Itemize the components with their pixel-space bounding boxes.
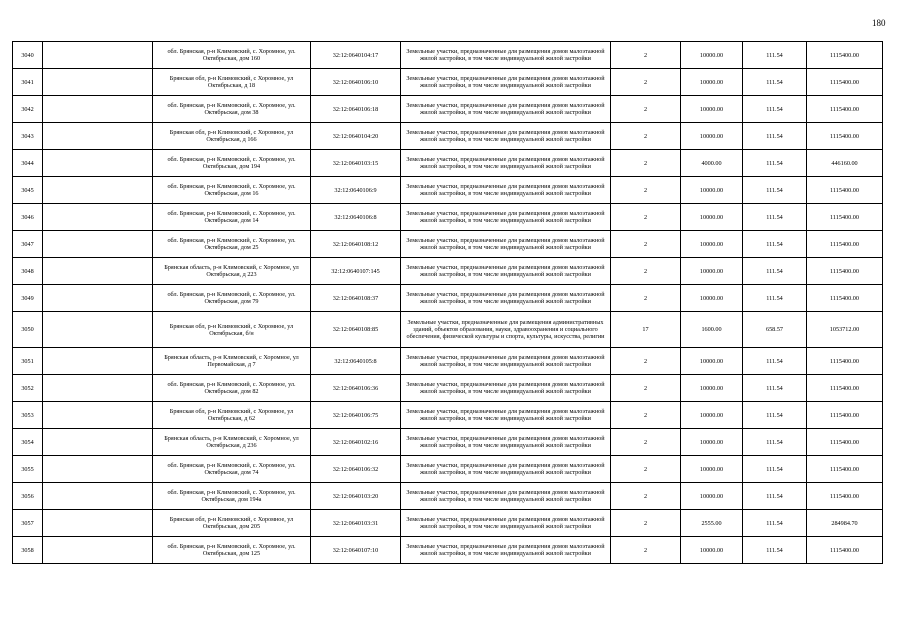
group-cell: 2 [611, 177, 681, 204]
table-row [13, 456, 883, 483]
row-number: 3048 [13, 258, 43, 285]
group-cell: 2 [611, 348, 681, 375]
address-cell: обл. Брянская, р-н Климовский, с. Хоромное, ул. Октябрьская, дом 194а [153, 483, 311, 510]
address-cell: обл. Брянская, р-н Климовский, с. Хоромное, ул. Октябрьская, дом 82 [153, 375, 311, 402]
group-cell: 17 [611, 312, 681, 348]
group-cell: 2 [611, 456, 681, 483]
row-number: 3042 [13, 96, 43, 123]
cadastral-value-cell: 1115400.00 [807, 204, 883, 231]
address-cell: Брянская обл, р-н Климовский, с Хоромное, ул Октябрьская, б/н [153, 312, 311, 348]
blank-cell [43, 312, 153, 348]
cadastral-number-cell: 32:12:0640105:8 [311, 348, 401, 375]
specific-value-cell: 111.54 [743, 150, 807, 177]
table-row [13, 204, 883, 231]
specific-value-cell: 111.54 [743, 69, 807, 96]
group-cell: 2 [611, 42, 681, 69]
cadastral-value-cell: 1115400.00 [807, 375, 883, 402]
area-cell: 10000.00 [681, 483, 743, 510]
address-cell: Брянская обл, р-н Климовский, с Хоромное, ул Октябрьская, д 18 [153, 69, 311, 96]
area-cell: 10000.00 [681, 123, 743, 150]
specific-value-cell: 111.54 [743, 348, 807, 375]
cadastral-number-cell: 32:12:0640108:12 [311, 231, 401, 258]
area-cell: 10000.00 [681, 258, 743, 285]
group-cell: 2 [611, 204, 681, 231]
cadastral-number-cell: 32:12:0640103:31 [311, 510, 401, 537]
specific-value-cell: 111.54 [743, 402, 807, 429]
blank-cell [43, 231, 153, 258]
area-cell: 10000.00 [681, 96, 743, 123]
cadastral-number-cell: 32:12:0640103:20 [311, 483, 401, 510]
land-use-cell: Земельные участки, предназначенные для размещения домов малоэтажной жилой застройки, в том числе индивидуальной жилой застройки [401, 375, 611, 402]
land-use-cell: Земельные участки, предназначенные для размещения домов малоэтажной жилой застройки, в том числе индивидуальной жилой застройки [401, 537, 611, 564]
row-number: 3041 [13, 69, 43, 96]
blank-cell [43, 69, 153, 96]
address-cell: обл. Брянская, р-н Климовский, с. Хоромное, ул. Октябрьская, дом 25 [153, 231, 311, 258]
table-row [13, 123, 883, 150]
row-number: 3052 [13, 375, 43, 402]
area-cell: 10000.00 [681, 456, 743, 483]
table-row [13, 483, 883, 510]
table-row [13, 69, 883, 96]
area-cell: 10000.00 [681, 204, 743, 231]
specific-value-cell: 111.54 [743, 483, 807, 510]
cadastral-value-cell: 1115400.00 [807, 402, 883, 429]
cadastral-value-cell: 1115400.00 [807, 483, 883, 510]
blank-cell [43, 96, 153, 123]
cadastral-value-cell: 1115400.00 [807, 285, 883, 312]
blank-cell [43, 285, 153, 312]
table-row [13, 429, 883, 456]
group-cell: 2 [611, 285, 681, 312]
group-cell: 2 [611, 258, 681, 285]
table-row [13, 402, 883, 429]
cadastral-value-cell: 1115400.00 [807, 177, 883, 204]
table-row [13, 348, 883, 375]
table-row [13, 285, 883, 312]
group-cell: 2 [611, 231, 681, 258]
cadastral-value-cell: 1115400.00 [807, 348, 883, 375]
group-cell: 2 [611, 429, 681, 456]
address-cell: обл. Брянская, р-н Климовский, с. Хоромное, ул. Октябрьская, дом 38 [153, 96, 311, 123]
table-row [13, 150, 883, 177]
table-row [13, 375, 883, 402]
blank-cell [43, 258, 153, 285]
row-number: 3055 [13, 456, 43, 483]
cadastral-number-cell: 32:12:0640106:10 [311, 69, 401, 96]
address-cell: Брянская область, р-н Климовский, с Хоромное, ул Октябрьская, д 236 [153, 429, 311, 456]
row-number: 3056 [13, 483, 43, 510]
land-use-cell: Земельные участки, предназначенные для размещения домов малоэтажной жилой застройки, в том числе индивидуальной жилой застройки [401, 348, 611, 375]
blank-cell [43, 375, 153, 402]
specific-value-cell: 111.54 [743, 258, 807, 285]
cadastral-value-cell: 1115400.00 [807, 96, 883, 123]
cadastral-value-cell: 1115400.00 [807, 429, 883, 456]
blank-cell [43, 150, 153, 177]
land-use-cell: Земельные участки, предназначенные для размещения административных зданий, объектов образования, науки, здравоохранения и социального обеспечения, физической культуры и спорта, культуры, искусства, религии [401, 312, 611, 348]
blank-cell [43, 123, 153, 150]
table-row [13, 537, 883, 564]
table-row [13, 96, 883, 123]
land-use-cell: Земельные участки, предназначенные для размещения домов малоэтажной жилой застройки, в том числе индивидуальной жилой застройки [401, 258, 611, 285]
land-use-cell: Земельные участки, предназначенные для размещения домов малоэтажной жилой застройки, в том числе индивидуальной жилой застройки [401, 177, 611, 204]
address-cell: обл. Брянская, р-н Климовский, с. Хоромное, ул. Октябрьская, дом 79 [153, 285, 311, 312]
address-cell: обл. Брянская, р-н Климовский, с. Хоромное, ул. Октябрьская, дом 16 [153, 177, 311, 204]
cadastral-number-cell: 32:12:0640106:32 [311, 456, 401, 483]
address-cell: Брянская обл, р-н Климовский, с Хоромное, ул Октябрьская, д 166 [153, 123, 311, 150]
cadastral-number-cell: 32:12:0640104:20 [311, 123, 401, 150]
table-row [13, 510, 883, 537]
cadastral-value-cell: 1115400.00 [807, 123, 883, 150]
row-number: 3054 [13, 429, 43, 456]
cadastral-value-cell: 1115400.00 [807, 231, 883, 258]
address-cell: обл. Брянская, р-н Климовский, с. Хоромное, ул. Октябрьская, дом 160 [153, 42, 311, 69]
blank-cell [43, 348, 153, 375]
blank-cell [43, 42, 153, 69]
address-cell: обл. Брянская, р-н Климовский, с. Хоромное, ул. Октябрьская, дом 194 [153, 150, 311, 177]
area-cell: 10000.00 [681, 537, 743, 564]
land-use-cell: Земельные участки, предназначенные для размещения домов малоэтажной жилой застройки, в том числе индивидуальной жилой застройки [401, 150, 611, 177]
blank-cell [43, 483, 153, 510]
address-cell: Брянская обл, р-н Климовский, с Хоромное, ул Октябрьская, дом 205 [153, 510, 311, 537]
area-cell: 2555.00 [681, 510, 743, 537]
cadastral-value-cell: 1115400.00 [807, 258, 883, 285]
row-number: 3050 [13, 312, 43, 348]
address-cell: Брянская область, р-н Климовский, с Хоромное, ул Первомайская, д 7 [153, 348, 311, 375]
land-use-cell: Земельные участки, предназначенные для размещения домов малоэтажной жилой застройки, в том числе индивидуальной жилой застройки [401, 69, 611, 96]
blank-cell [43, 456, 153, 483]
group-cell: 2 [611, 375, 681, 402]
specific-value-cell: 111.54 [743, 204, 807, 231]
specific-value-cell: 111.54 [743, 537, 807, 564]
area-cell: 10000.00 [681, 375, 743, 402]
area-cell: 10000.00 [681, 231, 743, 258]
group-cell: 2 [611, 483, 681, 510]
land-use-cell: Земельные участки, предназначенные для размещения домов малоэтажной жилой застройки, в том числе индивидуальной жилой застройки [401, 231, 611, 258]
blank-cell [43, 510, 153, 537]
cadastral-number-cell: 32:12:0640106:8 [311, 204, 401, 231]
cadastral-number-cell: 32:12:0640102:16 [311, 429, 401, 456]
group-cell: 2 [611, 510, 681, 537]
specific-value-cell: 111.54 [743, 375, 807, 402]
cadastral-number-cell: 32:12:0640107:10 [311, 537, 401, 564]
area-cell: 4000.00 [681, 150, 743, 177]
land-use-cell: Земельные участки, предназначенные для размещения домов малоэтажной жилой застройки, в том числе индивидуальной жилой застройки [401, 96, 611, 123]
cadastral-value-cell: 284984.70 [807, 510, 883, 537]
land-use-cell: Земельные участки, предназначенные для размещения домов малоэтажной жилой застройки, в том числе индивидуальной жилой застройки [401, 285, 611, 312]
row-number: 3053 [13, 402, 43, 429]
blank-cell [43, 429, 153, 456]
group-cell: 2 [611, 69, 681, 96]
group-cell: 2 [611, 402, 681, 429]
cadastral-value-cell: 1115400.00 [807, 42, 883, 69]
cadastral-number-cell: 32:12:0640104:17 [311, 42, 401, 69]
cadastral-value-cell: 446160.00 [807, 150, 883, 177]
page-number: 180 [872, 18, 886, 28]
cadastral-value-cell: 1115400.00 [807, 69, 883, 96]
row-number: 3049 [13, 285, 43, 312]
specific-value-cell: 111.54 [743, 285, 807, 312]
specific-value-cell: 658.57 [743, 312, 807, 348]
row-number: 3057 [13, 510, 43, 537]
group-cell: 2 [611, 537, 681, 564]
cadastral-value-cell: 1053712.00 [807, 312, 883, 348]
cadastral-number-cell: 32:12:0640106:18 [311, 96, 401, 123]
address-cell: Брянская обл, р-н Климовский, с Хоромное, ул Октябрьская, д 62 [153, 402, 311, 429]
cadastral-value-table [12, 41, 883, 564]
specific-value-cell: 111.54 [743, 123, 807, 150]
land-use-cell: Земельные участки, предназначенные для размещения домов малоэтажной жилой застройки, в том числе индивидуальной жилой застройки [401, 429, 611, 456]
row-number: 3047 [13, 231, 43, 258]
address-cell: обл. Брянская, р-н Климовский, с. Хоромное, ул. Октябрьская, дом 74 [153, 456, 311, 483]
address-cell: обл. Брянская, р-н Климовский, с. Хоромное, ул. Октябрьская, дом 14 [153, 204, 311, 231]
row-number: 3044 [13, 150, 43, 177]
cadastral-value-cell: 1115400.00 [807, 537, 883, 564]
cadastral-number-cell: 32:12:0640107:145 [311, 258, 401, 285]
specific-value-cell: 111.54 [743, 42, 807, 69]
specific-value-cell: 111.54 [743, 96, 807, 123]
row-number: 3040 [13, 42, 43, 69]
cadastral-number-cell: 32:12:0640108:85 [311, 312, 401, 348]
address-cell: Брянская область, р-н Климовский, с Хоромное, ул Октябрьская, д 223 [153, 258, 311, 285]
row-number: 3045 [13, 177, 43, 204]
land-use-cell: Земельные участки, предназначенные для размещения домов малоэтажной жилой застройки, в том числе индивидуальной жилой застройки [401, 402, 611, 429]
address-cell: обл. Брянская, р-н Климовский, с. Хоромное, ул. Октябрьская, дом 125 [153, 537, 311, 564]
land-use-cell: Земельные участки, предназначенные для размещения домов малоэтажной жилой застройки, в том числе индивидуальной жилой застройки [401, 123, 611, 150]
specific-value-cell: 111.54 [743, 429, 807, 456]
cadastral-number-cell: 32:12:0640108:37 [311, 285, 401, 312]
area-cell: 1600.00 [681, 312, 743, 348]
area-cell: 10000.00 [681, 69, 743, 96]
group-cell: 2 [611, 123, 681, 150]
blank-cell [43, 537, 153, 564]
cadastral-number-cell: 32:12:0640106:9 [311, 177, 401, 204]
blank-cell [43, 204, 153, 231]
row-number: 3046 [13, 204, 43, 231]
land-use-cell: Земельные участки, предназначенные для размещения домов малоэтажной жилой застройки, в том числе индивидуальной жилой застройки [401, 204, 611, 231]
blank-cell [43, 402, 153, 429]
area-cell: 10000.00 [681, 429, 743, 456]
specific-value-cell: 111.54 [743, 510, 807, 537]
specific-value-cell: 111.54 [743, 456, 807, 483]
table-row [13, 258, 883, 285]
land-use-cell: Земельные участки, предназначенные для размещения домов малоэтажной жилой застройки, в том числе индивидуальной жилой застройки [401, 42, 611, 69]
land-use-cell: Земельные участки, предназначенные для размещения домов малоэтажной жилой застройки, в том числе индивидуальной жилой застройки [401, 483, 611, 510]
area-cell: 10000.00 [681, 285, 743, 312]
area-cell: 10000.00 [681, 348, 743, 375]
row-number: 3058 [13, 537, 43, 564]
area-cell: 10000.00 [681, 402, 743, 429]
cadastral-number-cell: 32:12:0640103:15 [311, 150, 401, 177]
specific-value-cell: 111.54 [743, 177, 807, 204]
specific-value-cell: 111.54 [743, 231, 807, 258]
table-row [13, 177, 883, 204]
area-cell: 10000.00 [681, 177, 743, 204]
table-row [13, 231, 883, 258]
land-use-cell: Земельные участки, предназначенные для размещения домов малоэтажной жилой застройки, в том числе индивидуальной жилой застройки [401, 456, 611, 483]
table-row [13, 312, 883, 348]
group-cell: 2 [611, 150, 681, 177]
row-number: 3043 [13, 123, 43, 150]
blank-cell [43, 177, 153, 204]
cadastral-value-cell: 1115400.00 [807, 456, 883, 483]
land-use-cell: Земельные участки, предназначенные для размещения домов малоэтажной жилой застройки, в том числе индивидуальной жилой застройки [401, 510, 611, 537]
table-row [13, 42, 883, 69]
cadastral-number-cell: 32:12:0640106:36 [311, 375, 401, 402]
group-cell: 2 [611, 96, 681, 123]
row-number: 3051 [13, 348, 43, 375]
area-cell: 10000.00 [681, 42, 743, 69]
cadastral-number-cell: 32:12:0640106:75 [311, 402, 401, 429]
